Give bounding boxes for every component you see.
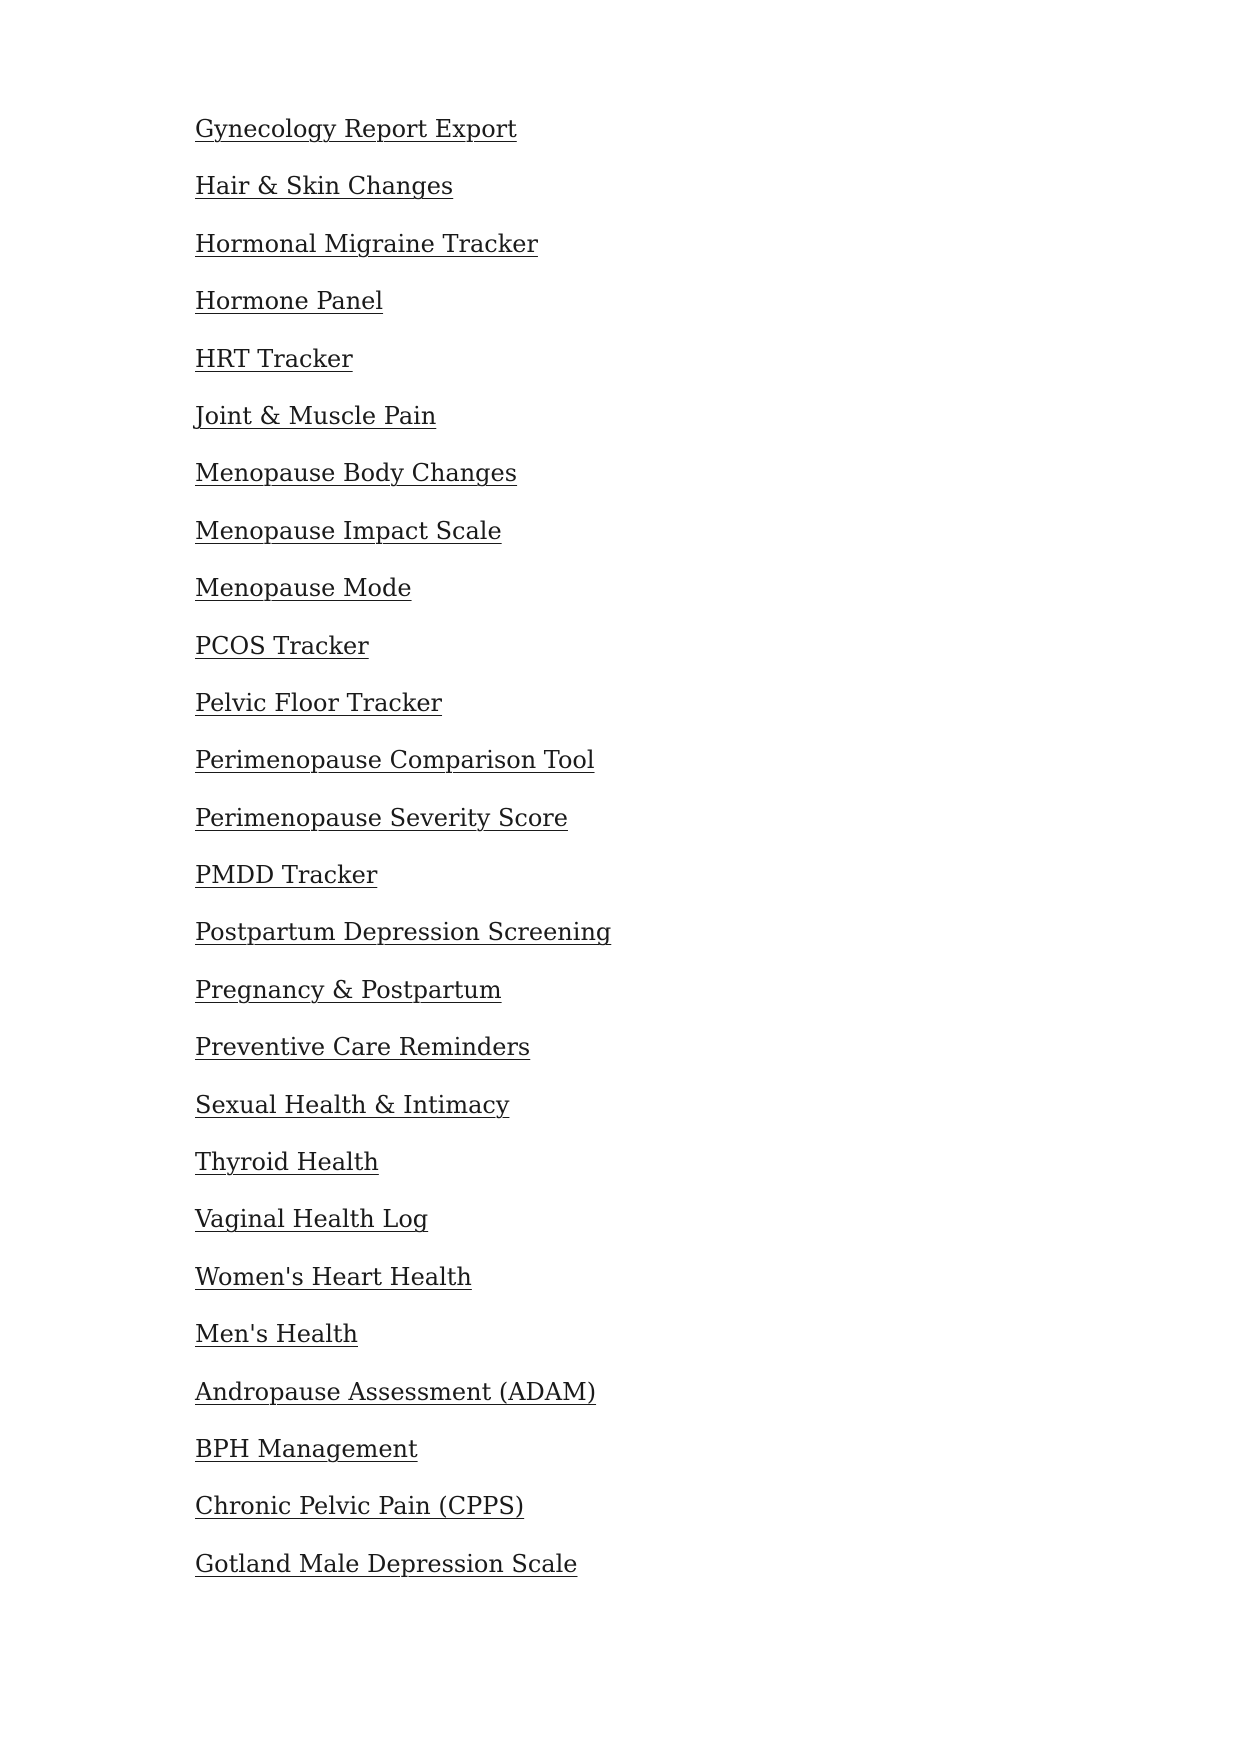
link-hormone-panel[interactable]: Hormone Panel bbox=[195, 287, 384, 316]
list-item bbox=[195, 688, 611, 745]
link-list bbox=[195, 114, 611, 1606]
link-perimenopause-severity-score[interactable]: Perimenopause Severity Score bbox=[195, 803, 568, 832]
list-item bbox=[195, 344, 611, 401]
link-mens-health[interactable]: Men's Health bbox=[195, 1320, 358, 1349]
link-perimenopause-comparison-tool[interactable]: Perimenopause Comparison Tool bbox=[195, 746, 595, 775]
link-bph-management[interactable]: BPH Management bbox=[195, 1434, 418, 1463]
list-item bbox=[195, 1147, 611, 1204]
list-item bbox=[195, 1262, 611, 1319]
link-postpartum-depression-screening[interactable]: Postpartum Depression Screening bbox=[195, 918, 612, 947]
link-womens-heart-health[interactable]: Women's Heart Health bbox=[195, 1262, 472, 1291]
list-item bbox=[195, 229, 611, 286]
list-item bbox=[195, 401, 611, 458]
list-item bbox=[195, 745, 611, 802]
link-joint-muscle-pain[interactable]: Joint & Muscle Pain bbox=[195, 401, 437, 430]
link-pregnancy-postpartum[interactable]: Pregnancy & Postpartum bbox=[195, 975, 502, 1004]
list-item bbox=[195, 171, 611, 228]
link-hair-skin-changes[interactable]: Hair & Skin Changes bbox=[195, 172, 454, 201]
link-vaginal-health-log[interactable]: Vaginal Health Log bbox=[195, 1205, 429, 1234]
list-item bbox=[195, 1204, 611, 1261]
list-item bbox=[195, 286, 611, 343]
link-hormonal-migraine-tracker[interactable]: Hormonal Migraine Tracker bbox=[195, 229, 538, 258]
link-menopause-mode[interactable]: Menopause Mode bbox=[195, 574, 412, 603]
link-hrt-tracker[interactable]: HRT Tracker bbox=[195, 344, 353, 373]
list-item bbox=[195, 1434, 611, 1491]
list-item bbox=[195, 1377, 611, 1434]
list-item bbox=[195, 1319, 611, 1376]
link-gotland-male-depression-scale[interactable]: Gotland Male Depression Scale bbox=[195, 1549, 578, 1578]
link-sexual-health-intimacy[interactable]: Sexual Health & Intimacy bbox=[195, 1090, 510, 1119]
list-item bbox=[195, 114, 611, 171]
link-gynecology-report-export[interactable]: Gynecology Report Export bbox=[195, 115, 517, 143]
link-menopause-impact-scale[interactable]: Menopause Impact Scale bbox=[195, 516, 502, 545]
list-item bbox=[195, 458, 611, 515]
link-thyroid-health[interactable]: Thyroid Health bbox=[195, 1148, 379, 1177]
link-preventive-care-reminders[interactable]: Preventive Care Reminders bbox=[195, 1033, 531, 1062]
list-item bbox=[195, 1491, 611, 1548]
list-item bbox=[195, 917, 611, 974]
list-item bbox=[195, 573, 611, 630]
list-item bbox=[195, 1549, 611, 1606]
list-item bbox=[195, 1090, 611, 1147]
list-item bbox=[195, 516, 611, 573]
link-pelvic-floor-tracker[interactable]: Pelvic Floor Tracker bbox=[195, 688, 443, 717]
link-chronic-pelvic-pain[interactable]: Chronic Pelvic Pain (CPPS) bbox=[195, 1492, 525, 1521]
list-item bbox=[195, 860, 611, 917]
link-andropause-assessment[interactable]: Andropause Assessment (ADAM) bbox=[195, 1377, 597, 1406]
list-item bbox=[195, 975, 611, 1032]
list-item bbox=[195, 1032, 611, 1089]
list-item bbox=[195, 803, 611, 860]
link-pmdd-tracker[interactable]: PMDD Tracker bbox=[195, 861, 378, 890]
link-menopause-body-changes[interactable]: Menopause Body Changes bbox=[195, 459, 518, 488]
link-pcos-tracker[interactable]: PCOS Tracker bbox=[195, 631, 369, 660]
list-item bbox=[195, 631, 611, 688]
